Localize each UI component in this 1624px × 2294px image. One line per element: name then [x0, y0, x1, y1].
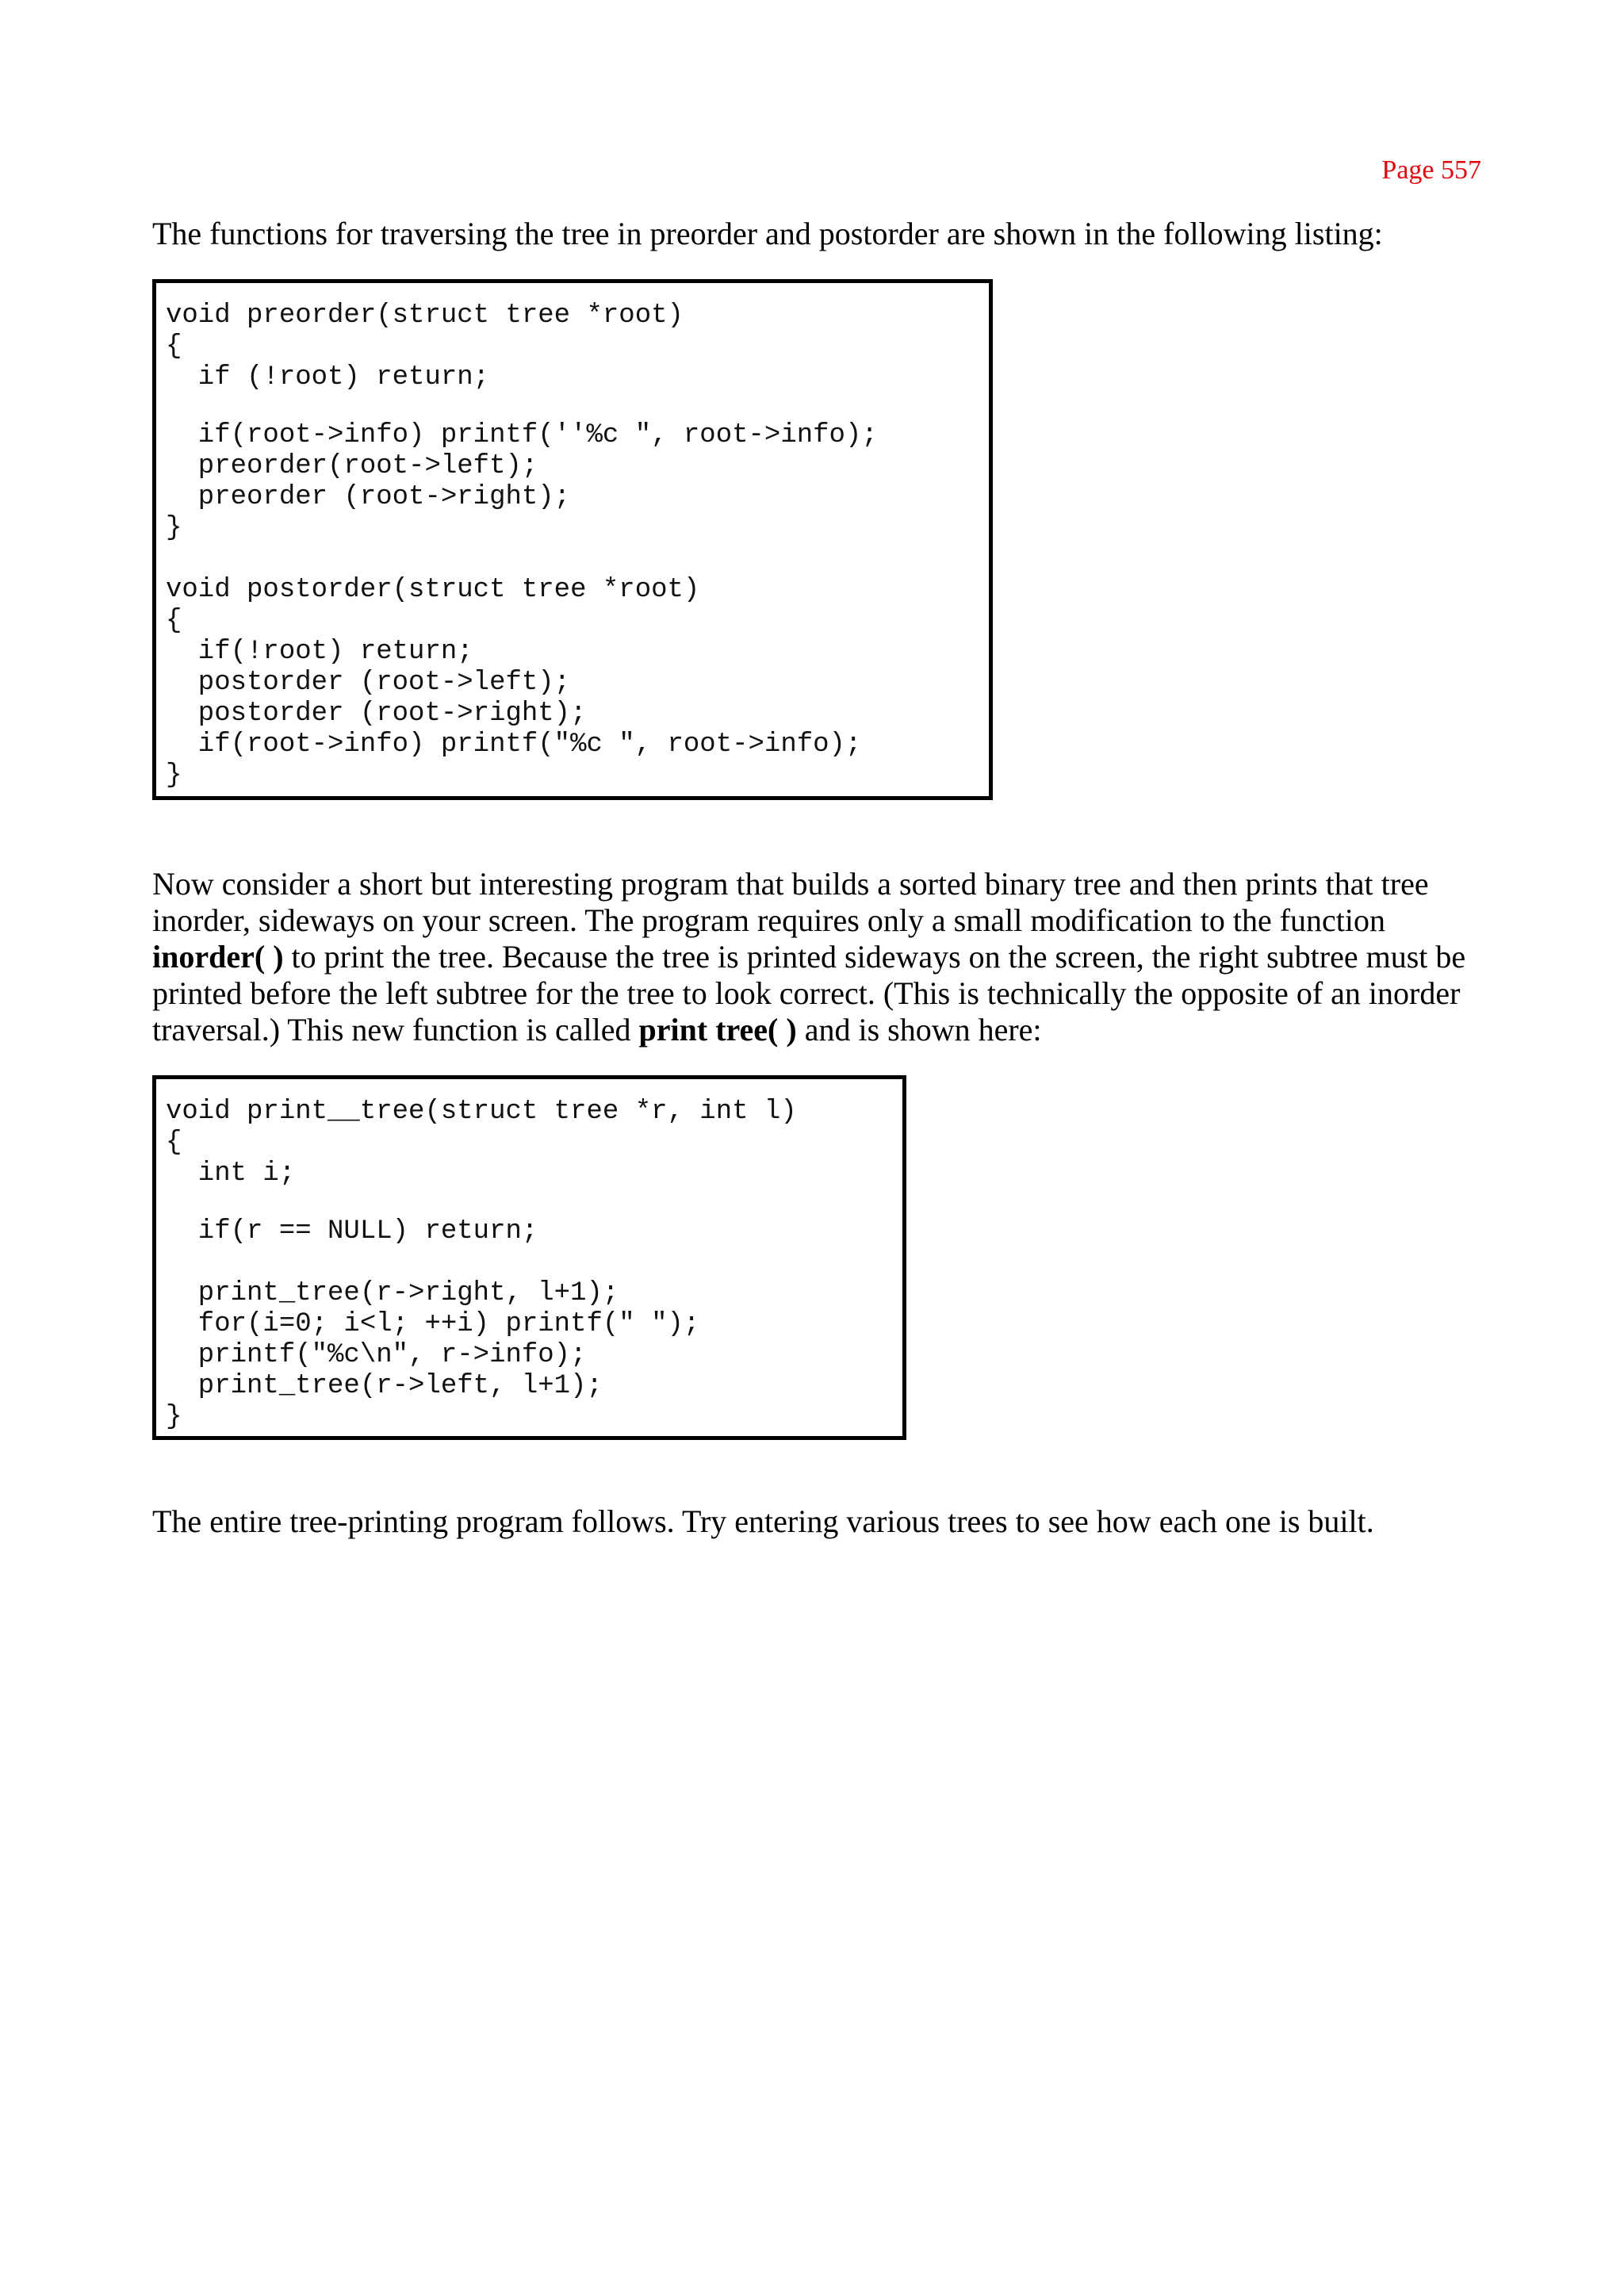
code-blank-line — [166, 1247, 894, 1278]
code-line: if(r == NULL) return; — [166, 1216, 538, 1247]
code-line: } — [166, 1402, 182, 1432]
paragraph-text: to print the tree. Because the tree is printed sideways on the screen, the right subtree must be printed before the left subtree for the tree to look correct. (This is technically the opposite of an inorder traversal.) This new function is called — [152, 939, 1466, 1047]
code-line: if(!root) return; — [166, 637, 473, 667]
code-line: } — [166, 513, 182, 543]
code-line: for(i=0; i<l; ++i) printf(" "); — [166, 1309, 700, 1339]
code-line: printf("%c\n", r->info); — [166, 1340, 587, 1370]
paragraph-text: and is shown here: — [796, 1012, 1042, 1047]
intro-paragraph: The functions for traversing the tree in preorder and postorder are shown in the following listing: — [152, 216, 1383, 251]
code-blank-line — [166, 393, 981, 420]
code-line: print_tree(r->right, l+1); — [166, 1278, 619, 1308]
code-line: preorder (root->right); — [166, 482, 571, 512]
code-line: int i; — [166, 1158, 296, 1189]
code-line: if(root->info) printf(''%c ", root->info); — [166, 420, 878, 450]
page-number: Page 557 — [1381, 155, 1481, 185]
function-name-print-tree: print tree( ) — [638, 1012, 797, 1047]
code-line: if (!root) return; — [166, 362, 490, 393]
function-name-inorder: inorder( ) — [152, 939, 284, 975]
explanation-paragraph — [152, 866, 1500, 1048]
code-line: void postorder(struct tree *root) — [166, 575, 700, 605]
code-line: { — [166, 1128, 182, 1158]
code-listing-print-tree — [152, 1075, 906, 1440]
code-line: preorder(root->left); — [166, 451, 538, 481]
code-line: { — [166, 331, 182, 362]
paragraph-text: Now consider a short but interesting program that builds a sorted binary tree and then prints that tree inorder, sideways on your screen. The program requires only a small modification to the function — [152, 866, 1429, 938]
code-line: void print__tree(struct tree *r, int l) — [166, 1097, 797, 1127]
code-blank-line — [166, 544, 981, 575]
code-line: postorder (root->left); — [166, 668, 571, 698]
code-line: { — [166, 606, 182, 636]
closing-paragraph: The entire tree-printing program follows. Try entering various trees to see how each one is built. — [152, 1503, 1374, 1539]
code-line: void preorder(struct tree *root) — [166, 301, 684, 331]
code-blank-line — [166, 1189, 894, 1216]
code-line: if(root->info) printf("%c ", root->info); — [166, 730, 862, 760]
code-listing-traversal — [152, 279, 993, 800]
code-line: } — [166, 760, 182, 791]
code-line: postorder (root->right); — [166, 699, 587, 729]
code-line: print_tree(r->left, l+1); — [166, 1371, 603, 1401]
